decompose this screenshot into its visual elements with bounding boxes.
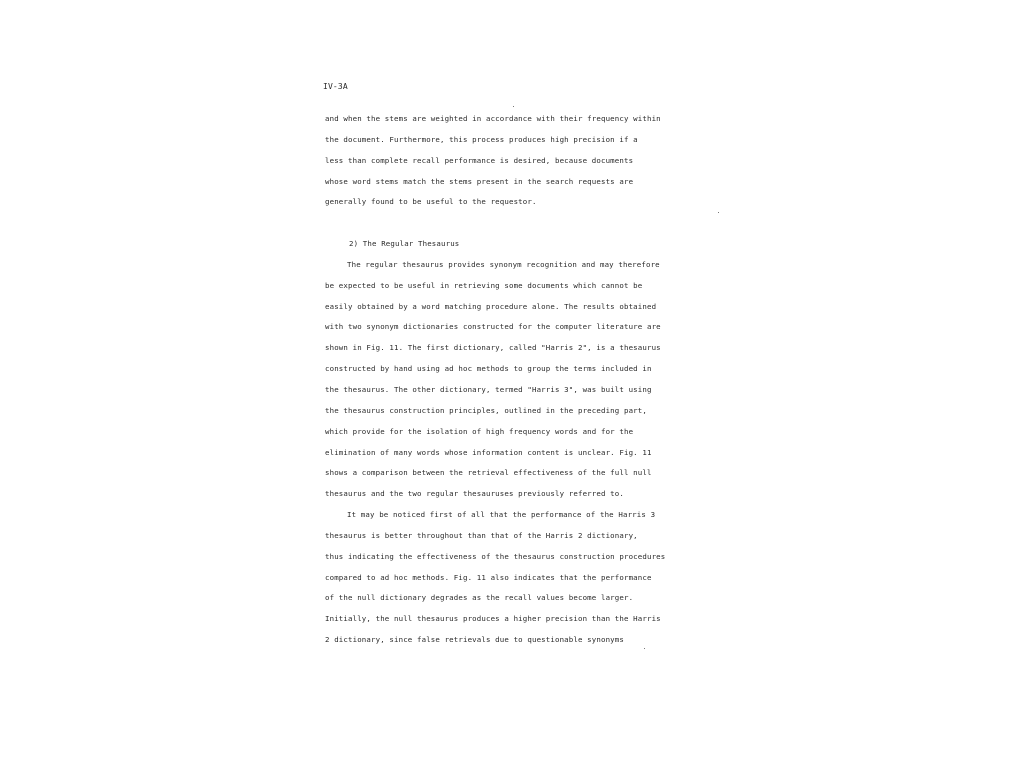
paragraph-2 bbox=[325, 258, 705, 508]
text-line: and when the stems are weighted in accordance with their frequency within bbox=[325, 114, 661, 123]
text-line: The regular thesaurus provides synonym recognition and may therefore bbox=[347, 259, 660, 269]
text-line: less than complete recall performance is desired, because documents bbox=[325, 155, 634, 165]
text-line: with two synonym dictionaries constructed for the computer literature are bbox=[325, 322, 661, 332]
text-line: the thesaurus. The other dictionary, termed "Harris 3", was built using bbox=[325, 384, 652, 394]
text-line: which provide for the isolation of high frequency words and for the bbox=[325, 426, 634, 436]
text-line: 2 dictionary, since false retrievals due to questionable synonyms bbox=[325, 635, 624, 645]
paragraph-3 bbox=[325, 508, 705, 654]
text-line: Initially, the null thesaurus produces a higher precision than the Harris bbox=[325, 614, 661, 624]
page-number: IV-3A bbox=[323, 82, 348, 91]
text-line: shown in Fig. 11. The first dictionary, called "Harris 2", is a thesaurus bbox=[325, 343, 661, 353]
text-line: easily obtained by a word matching procedure alone. The results obtained bbox=[325, 301, 657, 311]
paragraph-1 bbox=[325, 112, 705, 216]
scan-speck bbox=[718, 212, 719, 213]
text-line: constructed by hand using ad hoc methods to group the terms included in bbox=[325, 364, 652, 374]
text-line: generally found to be useful to the requestor. bbox=[325, 197, 537, 207]
text-line: be expected to be useful in retrieving some documents which cannot be bbox=[325, 280, 643, 290]
text-line: the thesaurus construction principles, outlined in the preceding part, bbox=[325, 405, 647, 415]
blank-line bbox=[325, 216, 705, 237]
text-line: of the null dictionary degrades as the recall values become larger. bbox=[325, 593, 634, 603]
text-line: thesaurus and the two regular thesauruses previously referred to. bbox=[325, 489, 624, 499]
text-line: thus indicating the effectiveness of the thesaurus construction procedures bbox=[325, 551, 666, 561]
scan-speck bbox=[513, 106, 514, 107]
text-line: It may be noticed first of all that the performance of the Harris 3 bbox=[347, 510, 656, 520]
text-line: elimination of many words whose information content is unclear. Fig. 11 bbox=[325, 447, 652, 457]
body-text bbox=[325, 112, 705, 654]
section-heading: 2) The Regular Thesaurus bbox=[349, 239, 460, 249]
text-line: shows a comparison between the retrieval effectiveness of the full null bbox=[325, 468, 652, 478]
text-line: the document. Furthermore, this process produces high precision if a bbox=[325, 134, 638, 144]
text-line: whose word stems match the stems present in the search requests are bbox=[325, 176, 634, 186]
scan-speck bbox=[644, 648, 645, 649]
text-line: thesaurus is better throughout than that of the Harris 2 dictionary, bbox=[325, 530, 638, 540]
text-line: compared to ad hoc methods. Fig. 11 also indicates that the performance bbox=[325, 572, 652, 582]
